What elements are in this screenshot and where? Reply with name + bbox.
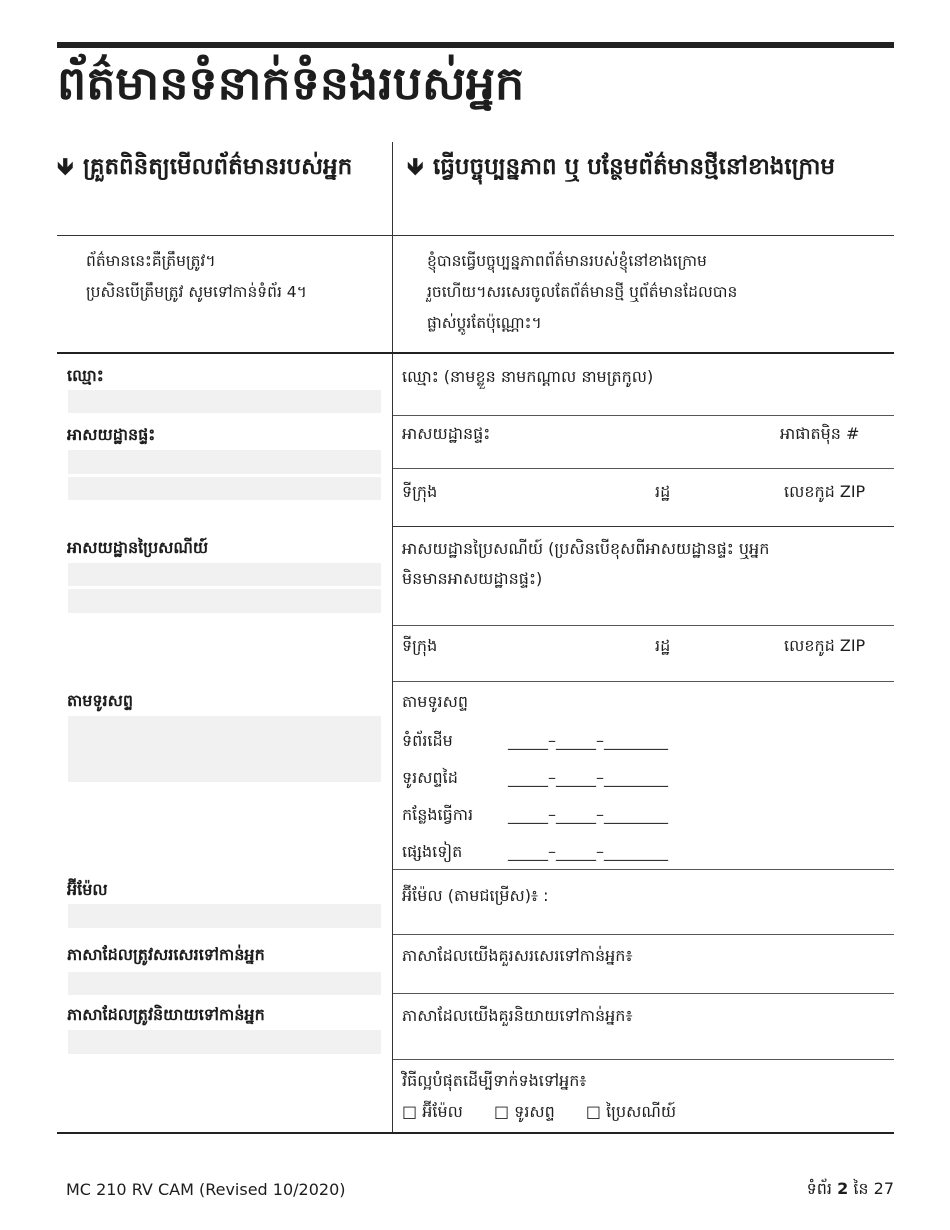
contact-option-phone[interactable] <box>494 1102 555 1121</box>
written-language-box <box>68 972 381 995</box>
total-pages: 27 <box>873 1179 894 1198</box>
right-email-label: អ៊ីម៉ែល (តាមជម្រើស)៖ : <box>402 886 549 905</box>
page-title: ព័ត៌មានទំនាក់ទំនងរបស់អ្នក <box>57 56 525 110</box>
row-divider <box>393 1059 894 1060</box>
mailing-address-box <box>68 589 381 613</box>
phone-row-work <box>402 804 668 828</box>
zip-label: លេខកូដ ZIP <box>784 482 866 501</box>
right-written-language-label: ភាសាដែលយើងគួរសរសេរទៅកាន់អ្នក៖ <box>402 946 633 965</box>
row-divider <box>393 526 894 527</box>
row-divider <box>393 993 894 994</box>
left-header-text: គ្រួតពិនិត្យមើលព័ត៌មានរបស់អ្នក <box>83 154 353 180</box>
phone-row-other <box>402 841 668 865</box>
option-label: ទូរសព្ទ <box>514 1102 555 1121</box>
right-name-label: ឈ្មោះ (នាមខ្លួន នាមកណ្តាល នាមត្រកូល) <box>402 367 654 386</box>
home-address-label: អាសយដ្ឋានផ្ទះ <box>67 425 156 444</box>
zip-label: លេខកូដ ZIP <box>784 636 866 655</box>
phone-row-label: កន្លែងធ្វើការ <box>402 805 474 824</box>
home-address-box <box>68 450 381 474</box>
row-divider <box>393 869 894 870</box>
checkbox-icon[interactable]: □ <box>493 1102 510 1121</box>
section-divider <box>57 352 894 354</box>
intro-right-line: ខ្ញុំបានធ្វើបច្ចុប្បន្នភាពព័ត៌មានរបស់ខ្ញុំនៅខាងក្រោម <box>427 252 707 270</box>
intro-right-line: ផ្លាស់ប្តូរតែប៉ុណ្ណោះ។ <box>427 314 542 332</box>
spoken-language-label: ភាសាដែលត្រូវនិយាយទៅកាន់អ្នក <box>67 1005 265 1024</box>
spoken-language-box <box>68 1030 381 1054</box>
header-divider <box>57 235 894 236</box>
mailing-address-box <box>68 563 381 586</box>
right-home-address-label: អាសយដ្ឋានផ្ទះ <box>402 424 491 443</box>
state-label: រដ្ឋ <box>655 636 671 655</box>
phone-blank: _____–_____–________ <box>508 768 668 787</box>
written-language-label: ភាសាដែលត្រូវសរសេរទៅកាន់អ្នក <box>67 945 265 964</box>
option-label: អ៊ីម៉ែល <box>422 1102 463 1121</box>
apt-label: អាផាតម៉ិន # <box>780 424 860 443</box>
phone-row-home <box>402 730 668 754</box>
row-divider <box>393 681 894 682</box>
current-page: 2 <box>837 1179 849 1198</box>
phone-blank: _____–_____–________ <box>508 731 668 750</box>
intro-left-line: ប្រសិនបើត្រឹមត្រូវ សូមទៅកាន់ទំព័រ 4។ <box>86 283 307 301</box>
intro-left-line: ព័ត៌មាននេះគឺត្រឹមត្រូវ។ <box>86 252 216 270</box>
checkbox-icon[interactable]: □ <box>402 1102 418 1121</box>
checkbox-icon[interactable]: □ <box>585 1102 601 1121</box>
phone-row-label: ទំព័រដើម <box>402 731 453 750</box>
mailing-address-line: អាសយដ្ឋានប្រៃសណីយ៍ (ប្រសិនបើខុសពីអាសយដ្ឋានផ្ទះ ឬអ្នក <box>402 539 770 558</box>
row-divider <box>393 625 894 626</box>
state-label: រដ្ឋ <box>655 482 671 501</box>
row-divider <box>393 934 894 935</box>
intro-right <box>427 246 737 339</box>
name-label: ឈ្មោះ <box>67 366 104 385</box>
contact-option-email[interactable] <box>402 1102 463 1121</box>
right-spoken-language-label: ភាសាដែលយើងគួរនិយាយទៅកាន់អ្នក៖ <box>402 1006 633 1025</box>
city-label: ទីក្រុង <box>402 482 438 501</box>
column-divider <box>392 142 393 1132</box>
arrow-down-icon: 🡻 <box>407 154 424 180</box>
contact-option-mail[interactable] <box>586 1102 676 1121</box>
intro-right-line: រួចហើយ។សរសេរចូលតែព័ត៌មានថ្មី ឬព័ត៌មានដែលបាន <box>427 283 738 301</box>
bottom-rule <box>57 1132 894 1134</box>
page-number <box>807 1178 894 1202</box>
right-header-text: ធ្វើបច្ចុប្បន្នភាព ឬ បន្ថែមព័ត៌មានថ្មីនៅខាងក្រោម <box>433 154 836 180</box>
page-prefix: ទំព័រ <box>806 1179 832 1198</box>
mailing-address-line: មិនមានអាសយដ្ឋានផ្ទះ) <box>402 569 543 588</box>
phone-blank: _____–_____–________ <box>508 842 668 861</box>
row-divider <box>393 415 894 416</box>
name-value-box <box>68 390 381 413</box>
left-column-header <box>57 150 382 184</box>
top-rule <box>57 42 894 48</box>
phone-blank: _____–_____–________ <box>508 805 668 824</box>
row-divider <box>393 468 894 469</box>
option-label: ប្រៃសណីយ៍ <box>606 1102 677 1121</box>
home-address-box <box>68 477 381 500</box>
email-box <box>68 904 381 928</box>
contact-method-options <box>402 1101 702 1125</box>
mailing-address-label: អាសយដ្ឋានប្រៃសណីយ៍ <box>67 538 209 557</box>
page-sep: នៃ <box>853 1179 869 1198</box>
right-column-header <box>407 150 887 184</box>
city-label: ទីក្រុង <box>402 636 438 655</box>
form-id: MC 210 RV CAM (Revised 10/2020) <box>66 1180 346 1199</box>
phone-row-label: ទូរសព្ទដៃ <box>402 768 458 787</box>
intro-left <box>86 246 307 308</box>
phone-box <box>68 716 381 782</box>
phone-row-label: ផ្សេងទៀត <box>402 842 463 861</box>
phone-label: តាមទូរសព្ទ <box>67 691 134 710</box>
contact-method-label: វិធីល្អបំផុតដើម្បីទាក់ទងទៅអ្នក៖ <box>402 1071 587 1090</box>
phone-title: តាមទូរសព្ទ <box>402 692 469 711</box>
email-label: អ៊ីម៉ែល <box>67 880 108 899</box>
arrow-down-icon: 🡻 <box>57 154 74 180</box>
phone-row-mobile <box>402 767 668 791</box>
